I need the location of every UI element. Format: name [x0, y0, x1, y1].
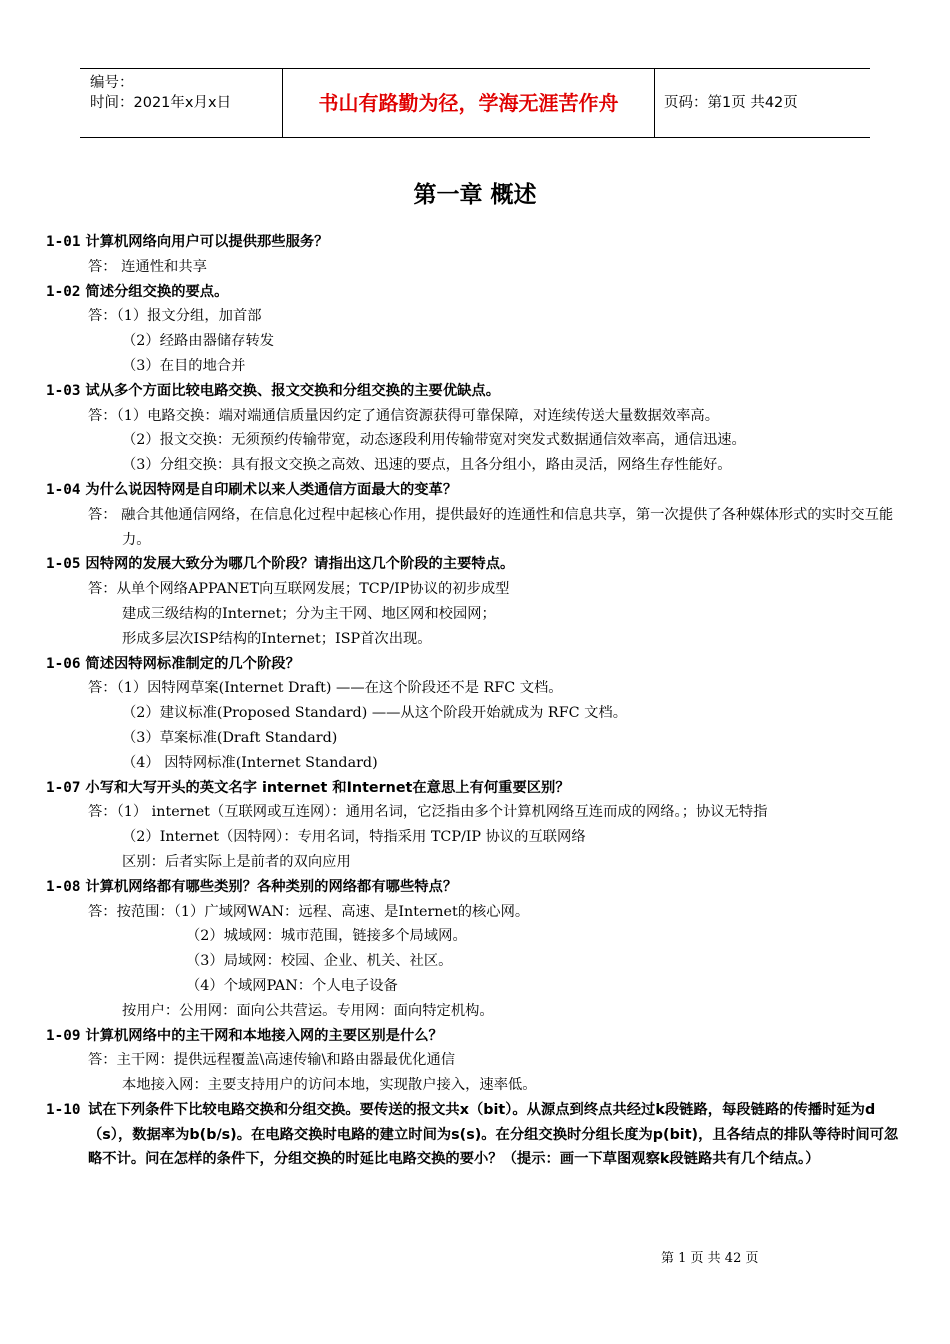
question-text: 试在下列条件下比较电路交换和分组交换。要传送的报文共x（bit）。从源点到终点共经过k段链路，每段链路的传播时延为d（s），数据率为b(b/s)。在电路交换时电路的建立时间为s(s)。在分组交换时分组长度为p(bit)，且各结点的排队等待时间可忽略不计。问在怎样的条件下，分组交换的时延比电路交换的要小？（提示：画一下草图观察k段链路共有几个结点。）: [88, 1101, 899, 1168]
answer-line: （4）个域网PAN：个人电子设备: [186, 977, 398, 994]
question: [46, 379, 908, 404]
answer-line: 答：主干网：提供远程覆盖\高速传输\和路由器最优化通信: [88, 1052, 456, 1069]
answer-line: （3）草案标准(Draft Standard): [122, 729, 338, 746]
question-number: 1-04: [46, 481, 81, 498]
page-footer: 第 1 页 共 42 页: [661, 1251, 759, 1266]
answer-line: （2）报文交换：无须预约传输带宽，动态逐段利用传输带宽对突发式数据通信效率高，通信迅速。: [122, 432, 746, 449]
question-number: 1-03: [46, 382, 81, 399]
answer-line: （3）在目的地合并: [122, 357, 246, 374]
question: [46, 478, 908, 503]
answer-line: 按用户：公用网：面向公共营运。专用网：面向特定机构。: [122, 1002, 494, 1019]
question-number: 1-09: [46, 1027, 81, 1044]
answer-line: 本地接入网：主要支持用户的访问本地，实现散户接入，速率低。: [122, 1077, 537, 1094]
answer-line: 形成多层次ISP结构的Internet；ISP首次出现。: [122, 630, 432, 647]
question-number: 1-01: [46, 234, 81, 250]
question-text: 简述因特网标准制定的几个阶段？: [80, 655, 300, 672]
header-meta: [80, 69, 282, 137]
question: [46, 280, 908, 305]
answer-line: （4） 因特网标准(Internet Standard): [122, 754, 378, 771]
question-number: 1-07: [46, 779, 81, 796]
answer-line: 答：（1）因特网草案(Internet Draft) ——在这个阶段还不是 RFC 文档。: [88, 680, 563, 697]
question-number: 1-05: [46, 556, 81, 573]
answer-line: 区别：后者实际上是前者的双向应用: [122, 853, 351, 870]
document-header: [80, 68, 870, 138]
question-text: 为什么说因特网是自印刷术以来人类通信方面最大的变革？: [80, 481, 458, 498]
answer-line: 答： 连通性和共享: [88, 258, 207, 275]
qa-content: [46, 230, 908, 1172]
answer-line: 建成三级结构的Internet；分为主干网、地区网和校园网；: [122, 605, 496, 622]
answer-line: 答：（1）电路交换：端对端通信质量因约定了通信资源获得可靠保障，对连续传送大量数据效率高。: [88, 407, 720, 424]
answer-line: 答：按范围：（1）广域网WAN：远程、高速、是Internet的核心网。: [88, 903, 530, 920]
answer-line: （2）建议标准(Proposed Standard) ——从这个阶段开始就成为 RFC 文档。: [122, 705, 627, 722]
answer-line: （2）城域网：城市范围，链接多个局域网。: [186, 928, 467, 945]
question: [46, 875, 908, 900]
answer-line: （3）局域网：校园、企业、机关、社区。: [186, 953, 453, 970]
question-text: 计算机网络都有哪些类别？各种类别的网络都有哪些特点？: [80, 878, 458, 895]
question: [46, 552, 908, 577]
question-text: 因特网的发展大致分为哪几个阶段？请指出这几个阶段的主要特点。: [80, 556, 515, 573]
answer-line: （2）Internet（因特网）：专用名词，特指采用 TCP/IP 协议的互联网络: [122, 829, 586, 846]
question-text: 简述分组交换的要点。: [80, 283, 229, 300]
question: [46, 1098, 908, 1172]
answer-line: 答：（1） internet（互联网或互连网）：通用名词，它泛指由多个计算机网络互连而成的网络。；协议无特指: [88, 804, 768, 821]
question-text: 试从多个方面比较电路交换、报文交换和分组交换的主要优缺点。: [80, 382, 501, 399]
question: [46, 776, 908, 801]
question: [46, 230, 908, 255]
answer-line: 答：（1）报文分组，加首部: [88, 308, 262, 325]
question-number: 1-06: [46, 655, 81, 672]
question-number: 1-10: [46, 1101, 81, 1118]
question: [46, 1024, 908, 1049]
answer-line: （3）分组交换：具有报文交换之高效、迅速的要点，且各分组小，路由灵活，网络生存性能好。: [122, 457, 732, 474]
question-number: 1-02: [46, 283, 81, 300]
code-label: 编号：: [90, 75, 134, 91]
answer-line: 答： 融合其他通信网络，在信息化过程中起核心作用，提供最好的连通性和信息共享，第一次提供了各种媒体形式的实时交互能力。: [88, 506, 894, 548]
header-page-label: 页码：第1页 共42页: [664, 95, 798, 111]
question: [46, 652, 908, 677]
header-motto: 书山有路勤为径，学海无涯苦作舟: [282, 69, 655, 137]
question-text: 计算机网络中的主干网和本地接入网的主要区别是什么？: [80, 1027, 443, 1044]
question-text: 计算机网络向用户可以提供那些服务？: [80, 234, 329, 250]
time-label: 时间：2021年x月x日: [90, 95, 232, 111]
question-number: 1-08: [46, 878, 81, 895]
answer-line: 答：从单个网络APPANET向互联网发展；TCP/IP协议的初步成型: [88, 581, 510, 598]
question-text: 小写和大写开头的英文名字 internet 和Internet在意思上有何重要区别？: [80, 779, 570, 796]
answer-line: （2）经路由器储存转发: [122, 333, 275, 350]
chapter-title: 第一章 概述: [413, 182, 537, 208]
